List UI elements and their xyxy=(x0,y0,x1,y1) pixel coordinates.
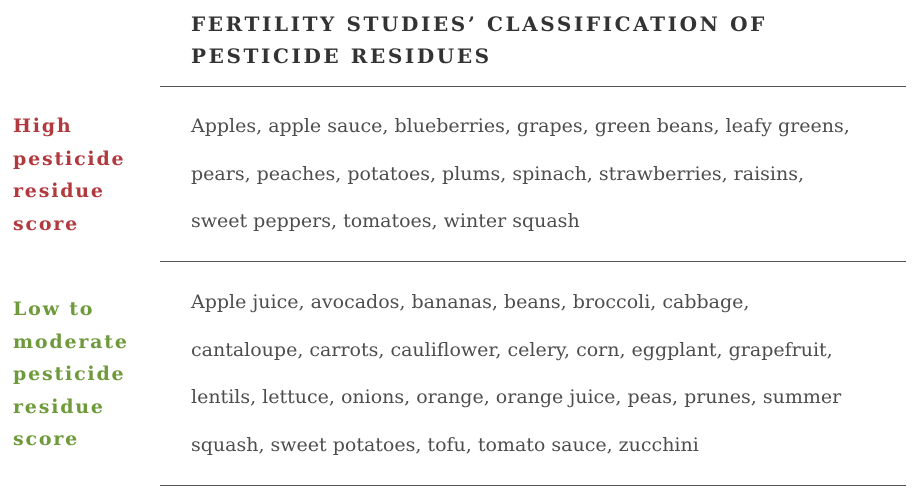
row-label-high-residue: High pesticide residue score xyxy=(13,115,126,235)
divider-middle xyxy=(160,261,906,262)
divider-top xyxy=(160,86,906,87)
divider-bottom xyxy=(160,485,906,486)
row-label-low-residue: Low to moderate pesticide residue score xyxy=(13,298,129,450)
table-title: FERTILITY STUDIES’ CLASSIFICATION OF PESTICIDE RESIDUES xyxy=(191,12,767,68)
row-foods-high-residue: Apples, apple sauce, blueberries, grapes, green beans, leafy greens, pears, peaches, potatoes, plums, spinach, strawberries, raisins, sweet peppers, tomatoes, winter squash xyxy=(191,115,850,232)
row-foods-low-residue: Apple juice, avocados, bananas, beans, broccoli, cabbage, cantaloupe, carrots, cauliflower, celery, corn, eggplant, grapefruit, lentils, lettuce, onions, orange, orange juice, peas, prunes, summer squash, sweet potatoes, tofu, tomato sauce, zucchini xyxy=(191,291,842,456)
